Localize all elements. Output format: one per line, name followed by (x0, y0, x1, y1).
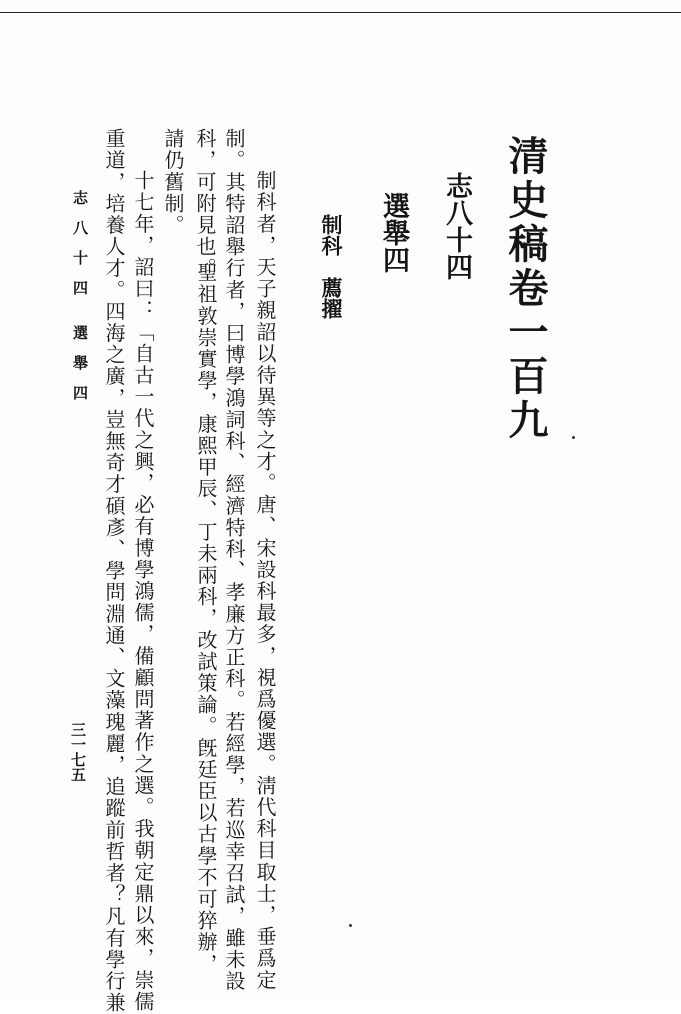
scan-speck (349, 924, 352, 927)
subsection-heading: 選舉四 (378, 192, 409, 273)
page-number: 三一七五 (69, 722, 87, 782)
section-heading: 志八十四 (441, 172, 472, 280)
topic-heading: 制科 薦擢 (319, 214, 344, 319)
body-line: 重道，培養人才。四海之廣，豈無奇才碩彥、學問淵通、文藻瑰麗，追蹤前哲者？凡有學行兼 (102, 128, 126, 1014)
body-line: 制。其特詔舉行者，曰博學鴻詞科、經濟特科、孝廉方正科。若經學，若巡幸召試，雖未設 (222, 128, 246, 992)
chapter-title: 清史稿卷一百九 (502, 135, 549, 443)
scan-speck (572, 436, 575, 439)
body-line: 請仍舊制。 (161, 128, 185, 236)
body-line: 制科者，天子親詔以待異等之才。唐、宋設科最多，視爲優選。淸代科目取士，垂爲定 (253, 170, 277, 991)
top-scan-rule (0, 12, 681, 13)
body-line: 聖祖敦崇實學，康熙甲辰、丁未兩科，改試策論。旣廷臣以古學不可猝辦， (194, 262, 218, 975)
body-line: 十七年，詔曰：「自古一代之興，必有博學鴻儒，備顧問著作之選。我朝定鼎以來，崇儒 (131, 170, 155, 1013)
body-line: 科，可附見也。 (193, 128, 217, 280)
running-header: 志 八 十 四 選 舉 四 (71, 190, 89, 400)
